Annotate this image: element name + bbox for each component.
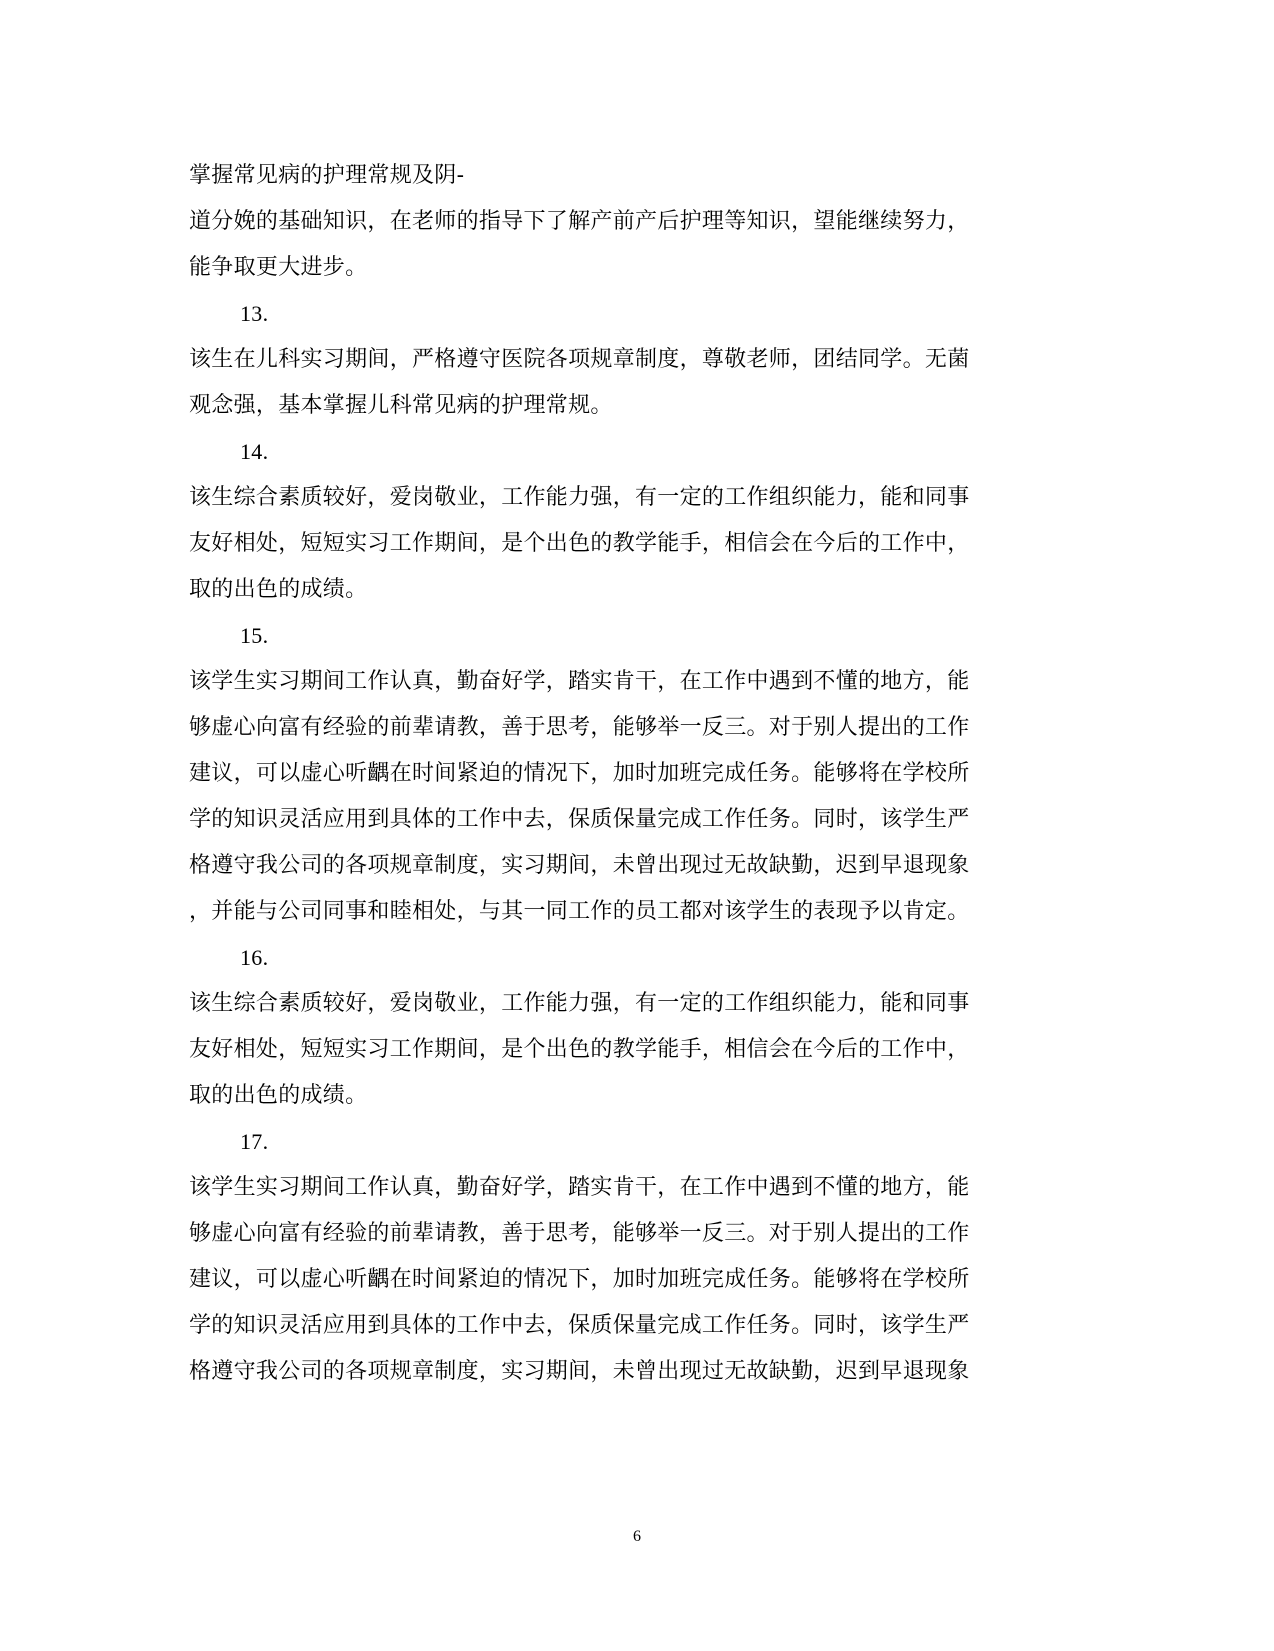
item-number: 16. — [240, 945, 269, 970]
text-line: 该学生实习期间工作认真，勤奋好学，踏实肯干，在工作中遇到不懂的地方，能 — [189, 1175, 970, 1200]
item-number: 17. — [240, 1129, 269, 1154]
text-line: 该学生实习期间工作认真，勤奋好学，踏实肯干，在工作中遇到不懂的地方，能 — [189, 669, 970, 694]
text-line: 该生综合素质较好，爱岗敬业，工作能力强，有一定的工作组织能力，能和同事 — [189, 485, 970, 510]
item-number: 14. — [240, 439, 269, 464]
text-line: 能争取更大进步。 — [189, 255, 368, 280]
text-line: 掌握常见病的护理常规及阴- — [189, 163, 465, 188]
item-number: 15. — [240, 623, 269, 648]
page-number: 6 — [633, 1528, 641, 1545]
text-line: 道分娩的基础知识，在老师的指导下了解产前产后护理等知识，望能继续努力， — [189, 209, 970, 234]
text-line: 够虚心向富有经验的前辈请教，善于思考，能够举一反三。对于别人提出的工作 — [189, 715, 970, 740]
text-line: 友好相处，短短实习工作期间，是个出色的教学能手，相信会在今后的工作中， — [189, 1037, 970, 1062]
text-line: 学的知识灵活应用到具体的工作中去，保质保量完成工作任务。同时，该学生严 — [189, 807, 970, 832]
text-line: 建议，可以虚心听齵在时间紧迫的情况下，加时加班完成任务。能够将在学校所 — [189, 1267, 970, 1292]
text-line: 该生在儿科实习期间，严格遵守医院各项规章制度，尊敬老师，团结同学。无菌 — [189, 347, 970, 372]
text-line: ，并能与公司同事和睦相处，与其一同工作的员工都对该学生的表现予以肯定。 — [189, 899, 970, 924]
text-line: 该生综合素质较好，爱岗敬业，工作能力强，有一定的工作组织能力，能和同事 — [189, 991, 970, 1016]
text-line: 格遵守我公司的各项规章制度，实习期间，未曾出现过无故缺勤，迟到早退现象 — [189, 853, 970, 878]
text-line: 取的出色的成绩。 — [189, 1083, 368, 1108]
text-line: 取的出色的成绩。 — [189, 577, 368, 602]
text-line: 够虚心向富有经验的前辈请教，善于思考，能够举一反三。对于别人提出的工作 — [189, 1221, 970, 1246]
item-number: 13. — [240, 301, 269, 326]
text-line: 友好相处，短短实习工作期间，是个出色的教学能手，相信会在今后的工作中， — [189, 531, 970, 556]
text-line: 观念强，基本掌握儿科常见病的护理常规。 — [189, 393, 613, 418]
text-line: 学的知识灵活应用到具体的工作中去，保质保量完成工作任务。同时，该学生严 — [189, 1313, 970, 1338]
text-line: 格遵守我公司的各项规章制度，实习期间，未曾出现过无故缺勤，迟到早退现象 — [189, 1359, 970, 1384]
text-line: 建议，可以虚心听齵在时间紧迫的情况下，加时加班完成任务。能够将在学校所 — [189, 761, 970, 786]
